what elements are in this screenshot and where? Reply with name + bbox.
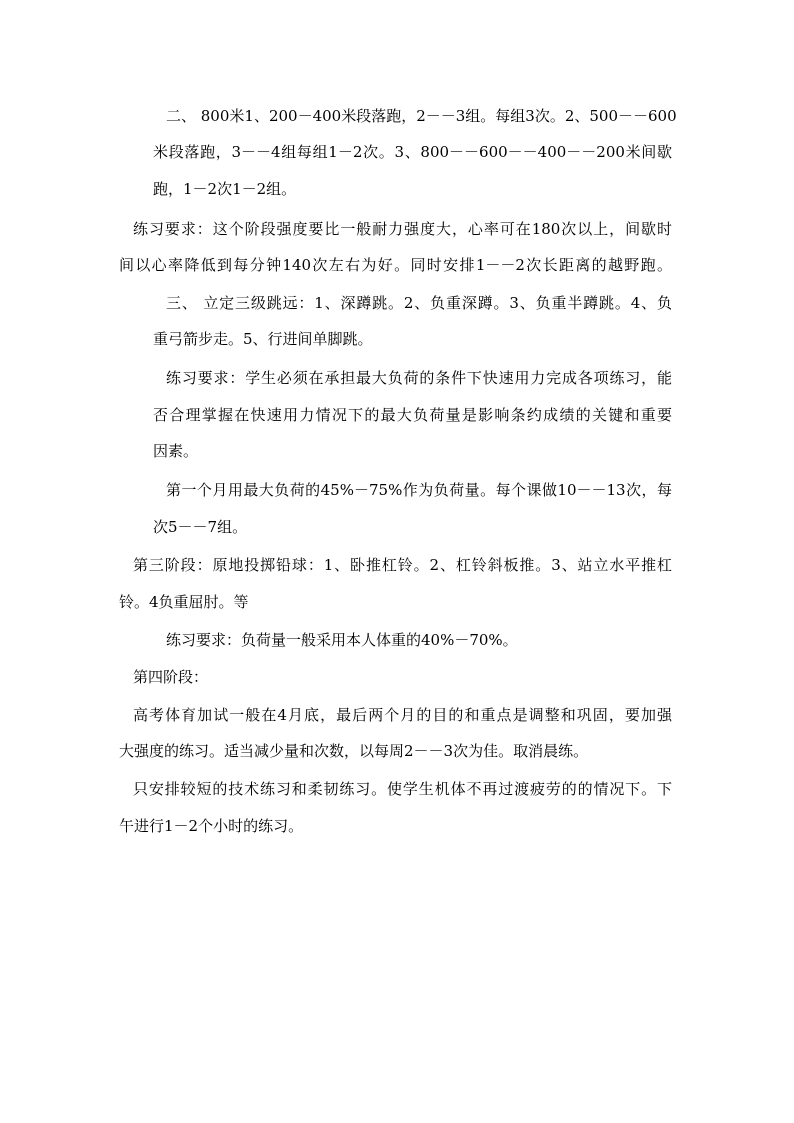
text-line: 第一个月用最大负荷的45%－75%作为负荷量。每个课做10－－13次，每 xyxy=(166,481,672,499)
text-line: 只安排较短的技术练习和柔韧练习。使学生机体不再过渡疲劳的的情况下。下 xyxy=(133,780,672,798)
text-line: 铃。4负重屈肘。等 xyxy=(119,593,249,611)
text-line: 次5－－7组。 xyxy=(153,518,248,536)
text-line: 重弓箭步走。5、行进间单脚跳。 xyxy=(153,330,373,348)
text-line: 三、 立定三级跳远：1、深蹲跳。2、负重深蹲。3、负重半蹲跳。4、负 xyxy=(166,294,672,312)
text-line: 否合理掌握在快速用力情况下的最大负荷量是影响条约成绩的关键和重要 xyxy=(153,406,672,424)
text-line: 因素。 xyxy=(153,442,199,460)
text-line: 练习要求：这个阶段强度要比一般耐力强度大，心率可在180次以上，间歇时 xyxy=(133,220,672,238)
text-line: 练习要求：学生必须在承担最大负荷的条件下快速用力完成各项练习，能 xyxy=(166,369,672,387)
text-line: 高考体育加试一般在4月底，最后两个月的目的和重点是调整和巩固，要加强 xyxy=(133,706,672,724)
text-line: 间以心率降低到每分钟140次左右为好。同时安排1－－2次长距离的越野跑。 xyxy=(119,256,672,274)
text-line: 米段落跑，3－－4组每组1－2次。3、800－－600－－400－－200米间歇 xyxy=(153,143,672,161)
text-line: 二、 800米1、200－400米段落跑，2－－3组。每组3次。2、500－－600 xyxy=(166,107,677,125)
text-line: 跑，1－2次1－2组。 xyxy=(153,180,297,198)
section-heading: 第四阶段： xyxy=(133,668,209,686)
text-line: 第三阶段：原地投掷铅球：1、卧推杠铃。2、杠铃斜板推。3、站立水平推杠 xyxy=(133,556,672,574)
text-line: 大强度的练习。适当减少量和次数，以每周2－－3次为佳。取消晨练。 xyxy=(119,742,589,760)
text-line: 练习要求：负荷量一般采用本人体重的40%－70%。 xyxy=(166,631,518,649)
text-line: 午进行1－2个小时的练习。 xyxy=(119,817,304,835)
